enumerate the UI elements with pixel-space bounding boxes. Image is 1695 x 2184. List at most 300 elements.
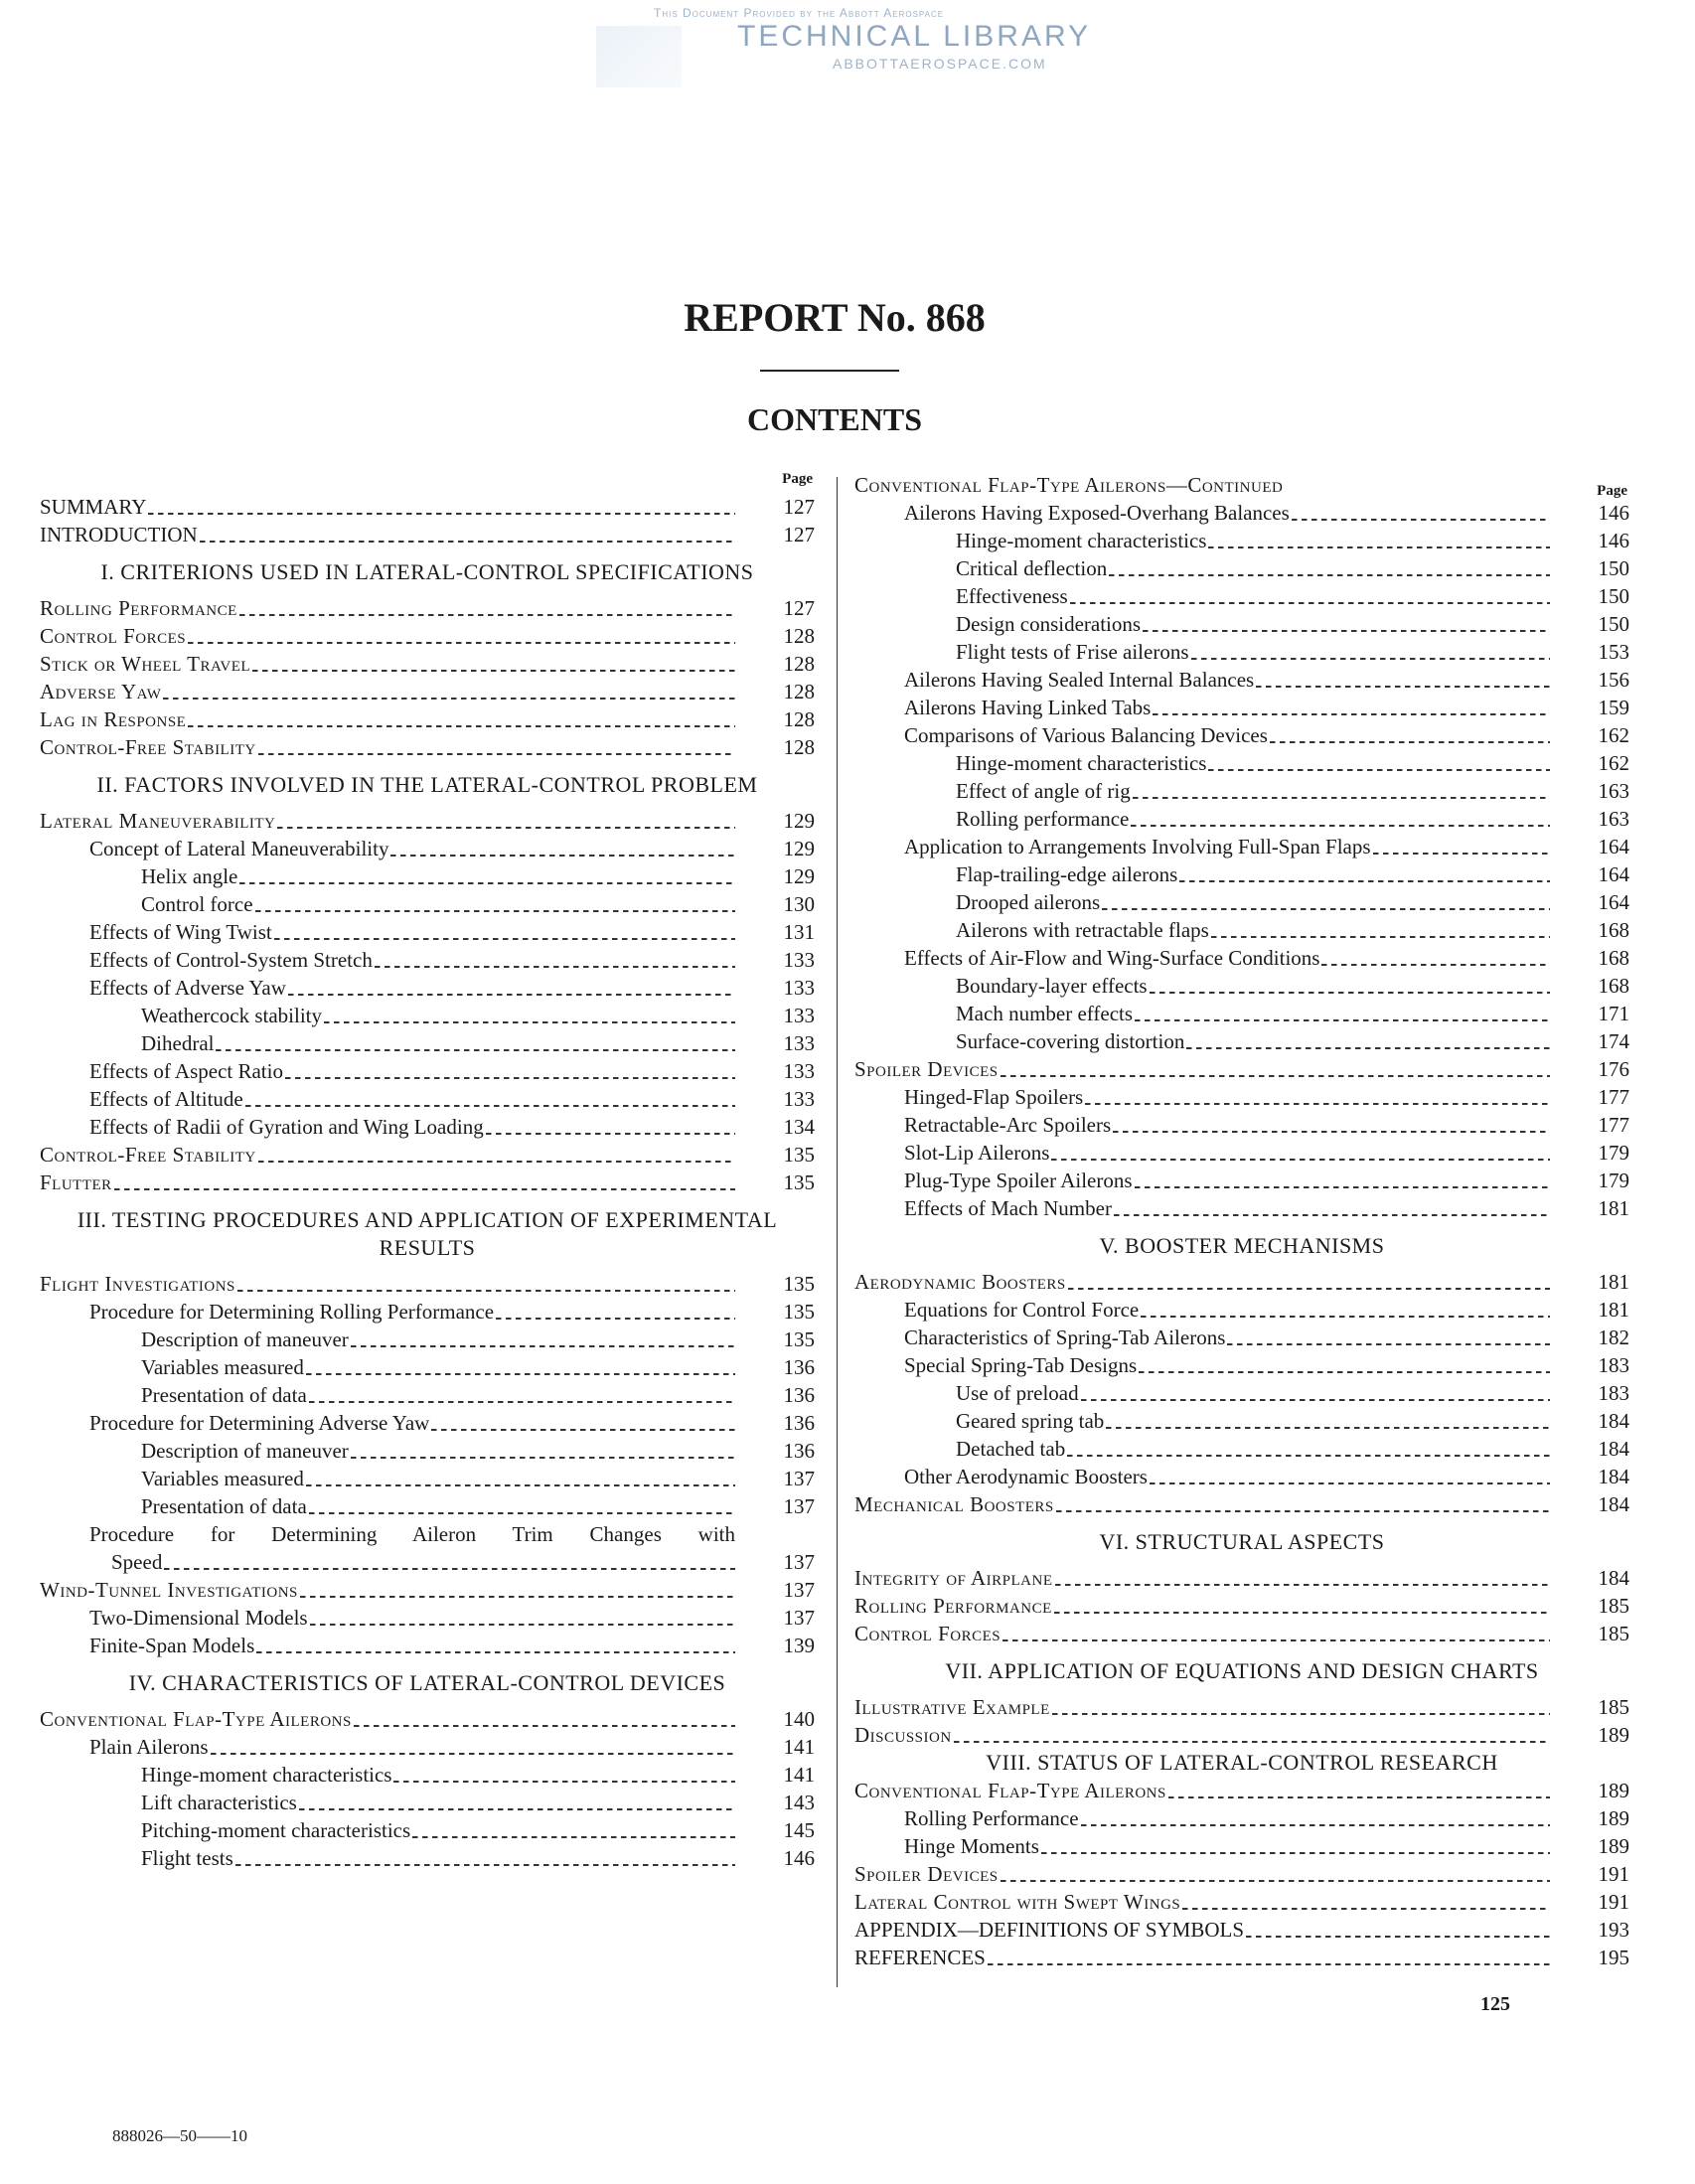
dot-leader	[309, 1492, 735, 1520]
dot-leader	[1270, 721, 1550, 749]
toc-entry-title: Flap-trailing-edge ailerons	[956, 862, 1178, 886]
dot-leader	[954, 1721, 1550, 1749]
dot-leader	[412, 1816, 735, 1844]
toc-entry	[854, 972, 1629, 1000]
dot-leader	[188, 622, 735, 650]
toc-entry-page: 168	[1598, 974, 1629, 998]
dot-leader	[245, 1085, 735, 1113]
toc-entry	[854, 638, 1629, 666]
toc-entry	[40, 1353, 815, 1381]
toc-entry-wrapped	[40, 1520, 815, 1576]
toc-entry	[854, 1777, 1629, 1804]
page-column-header: Page	[1597, 483, 1627, 499]
toc-entry-title: Hinge-moment characteristics	[141, 1763, 392, 1787]
dot-leader	[299, 1789, 735, 1816]
toc-entry-title: Equations for Control Force	[904, 1298, 1140, 1322]
toc-entry-title: Boundary-layer effects	[956, 974, 1148, 998]
toc-entry-title: Hinge-moment characteristics	[956, 751, 1207, 775]
dot-leader	[1070, 582, 1550, 610]
toc-entry-page: 183	[1598, 1353, 1629, 1377]
toc-entry-page: 162	[1598, 723, 1629, 747]
toc-entry	[854, 499, 1629, 527]
toc-entry-page: 182	[1598, 1326, 1629, 1349]
section-heading: IV. CHARACTERISTICS OF LATERAL-CONTROL DEVICES	[128, 1670, 726, 1695]
dot-leader	[256, 1632, 735, 1659]
toc-entry-title: Stick or Wheel Travel	[40, 652, 251, 676]
toc-entry-title: Finite-Span Models	[89, 1634, 255, 1657]
toc-entry	[40, 1409, 815, 1437]
toc-entry-title: Adverse Yaw	[40, 680, 162, 703]
toc-entry-page: 136	[783, 1355, 815, 1379]
dot-leader	[1051, 1139, 1550, 1167]
toc-entry	[854, 1055, 1629, 1083]
toc-entry	[40, 946, 815, 974]
toc-entry-page: 150	[1598, 556, 1629, 580]
dot-leader	[1139, 1351, 1550, 1379]
toc-entry	[854, 1296, 1629, 1324]
dot-leader	[1141, 1296, 1550, 1324]
toc-entry-page: 135	[783, 1272, 815, 1296]
toc-entry-page: 174	[1598, 1029, 1629, 1053]
toc-entry	[854, 1592, 1629, 1620]
toc-entry-page: 189	[1598, 1779, 1629, 1802]
toc-entry	[40, 1298, 815, 1326]
toc-entry	[854, 1832, 1629, 1860]
dot-leader	[1292, 499, 1550, 527]
toc-entry-title: Effects of Wing Twist	[89, 920, 272, 944]
toc-entry-title: Procedure for Determining Aileron Trim Changes with	[89, 1522, 735, 1546]
toc-entry-page: 146	[1598, 529, 1629, 552]
dot-leader	[1081, 1379, 1550, 1407]
toc-entry-title: Design considerations	[956, 612, 1142, 636]
toc-entry-page: 135	[783, 1327, 815, 1351]
toc-entry	[40, 521, 815, 548]
toc-entry-page: 185	[1598, 1594, 1629, 1618]
toc-entry	[40, 1604, 815, 1632]
toc-entry	[854, 777, 1629, 805]
dot-leader	[1106, 1407, 1550, 1435]
dot-leader	[1182, 1888, 1550, 1916]
contents-left-column	[40, 471, 815, 1872]
dot-leader	[431, 1409, 735, 1437]
toc-entry	[40, 1381, 815, 1409]
toc-entry-title: Wind-Tunnel Investigations	[40, 1578, 298, 1602]
toc-entry-page: 137	[783, 1578, 815, 1602]
toc-entry-page: 133	[783, 976, 815, 1000]
toc-entry-page: 133	[783, 1031, 815, 1055]
toc-entry-title: Ailerons Having Exposed-Overhang Balances	[904, 501, 1290, 525]
toc-entry-page: 136	[783, 1383, 815, 1407]
toc-entry-title: Integrity of Airplane	[854, 1566, 1053, 1590]
toc-entry-page: 129	[783, 864, 815, 888]
toc-entry	[40, 1326, 815, 1353]
toc-entry-title: Use of preload	[956, 1381, 1079, 1405]
toc-entry-page: 189	[1598, 1723, 1629, 1747]
dot-leader	[288, 974, 735, 1002]
toc-entry-title: Two-Dimensional Models	[89, 1606, 308, 1630]
toc-entry	[40, 1816, 815, 1844]
toc-entry-title: APPENDIX—DEFINITIONS OF SYMBOLS	[854, 1918, 1245, 1942]
dot-leader	[1002, 1620, 1550, 1647]
toc-entry-page: 181	[1598, 1270, 1629, 1294]
toc-entry-title: Lag in Response	[40, 707, 187, 731]
toc-entry-title: Lateral Maneuverability	[40, 809, 276, 833]
dot-leader	[1211, 916, 1550, 944]
toc-entry-page: 168	[1598, 946, 1629, 970]
toc-entry-title: Rolling Performance	[904, 1806, 1079, 1830]
toc-entry-title: Weathercock stability	[141, 1004, 322, 1027]
toc-entry-page: 137	[783, 1606, 815, 1630]
dot-leader	[393, 1761, 735, 1789]
toc-entry-page: 177	[1598, 1113, 1629, 1137]
toc-entry-title: Special Spring-Tab Designs	[904, 1353, 1138, 1377]
dot-leader	[306, 1353, 735, 1381]
toc-entry-title: Geared spring tab	[956, 1409, 1105, 1433]
section-heading: VI. STRUCTURAL ASPECTS	[1099, 1529, 1385, 1554]
toc-entry-page: 189	[1598, 1806, 1629, 1830]
toc-entry-page: 162	[1598, 751, 1629, 775]
toc-entry-page: 184	[1598, 1492, 1629, 1516]
dot-leader	[200, 521, 735, 548]
toc-entry-page: 191	[1598, 1890, 1629, 1914]
toc-entry	[854, 888, 1629, 916]
toc-entry-title: INTRODUCTION	[40, 523, 198, 546]
dot-leader	[1001, 1055, 1550, 1083]
contents-heading: CONTENTS	[746, 401, 923, 437]
toc-entry-title: Dihedral	[141, 1031, 215, 1055]
toc-entry	[854, 1268, 1629, 1296]
toc-entry-page: 135	[783, 1170, 815, 1194]
dot-leader	[1186, 1027, 1550, 1055]
toc-entry	[40, 1844, 815, 1872]
toc-entry-page: 163	[1598, 807, 1629, 831]
dot-leader	[274, 918, 735, 946]
toc-entry-title: Effectiveness	[956, 584, 1068, 608]
toc-entry-title: Presentation of data	[141, 1383, 307, 1407]
toc-entry-title: Mach number effects	[956, 1002, 1134, 1025]
dot-leader	[1135, 1167, 1550, 1194]
toc-entry-page: 184	[1598, 1409, 1629, 1433]
toc-entry-title: Rolling Performance	[40, 596, 237, 620]
toc-entry	[40, 705, 815, 733]
toc-entry	[854, 1463, 1629, 1490]
toc-entry	[40, 1632, 815, 1659]
toc-entry-title: Effect of angle of rig	[956, 779, 1131, 803]
toc-entry-title: Helix angle	[141, 864, 238, 888]
toc-entry-title: Mechanical Boosters	[854, 1492, 1054, 1516]
section-heading: VII. APPLICATION OF EQUATIONS AND DESIGN CHARTS	[945, 1658, 1539, 1683]
toc-entry	[40, 1029, 815, 1057]
toc-entry-title: Detached tab	[956, 1437, 1066, 1461]
dot-leader	[1114, 1194, 1550, 1222]
toc-entry	[40, 1437, 815, 1465]
toc-entry-title: Aerodynamic Boosters	[854, 1270, 1066, 1294]
toc-entry-title: Control-Free Stability	[40, 735, 256, 759]
dot-leader	[486, 1113, 735, 1141]
toc-entry	[854, 805, 1629, 833]
toc-entry-title: Effects of Control-System Stretch	[89, 948, 373, 972]
toc-entry	[40, 862, 815, 890]
toc-entry-title: Procedure for Determining Adverse Yaw	[89, 1411, 430, 1435]
toc-entry	[854, 721, 1629, 749]
toc-entry-page: 181	[1598, 1298, 1629, 1322]
toc-entry-page: 184	[1598, 1566, 1629, 1590]
dot-leader	[148, 493, 735, 521]
dot-leader	[114, 1169, 735, 1196]
toc-entry-title: Effects of Air-Flow and Wing-Surface Conditions	[904, 946, 1320, 970]
dot-leader	[390, 835, 735, 862]
dot-leader	[1085, 1083, 1550, 1111]
toc-entry-title: Presentation of data	[141, 1494, 307, 1518]
toc-entry	[40, 835, 815, 862]
toc-entry	[40, 1057, 815, 1085]
contents-right-column	[854, 471, 1629, 1971]
toc-entry-page: 185	[1598, 1622, 1629, 1645]
toc-entry-page: 164	[1598, 835, 1629, 858]
toc-entry-title: Hinge-moment characteristics	[956, 529, 1207, 552]
toc-entry	[854, 1324, 1629, 1351]
dot-leader	[163, 678, 735, 705]
toc-entry-page: 141	[783, 1735, 815, 1759]
dot-leader	[310, 1604, 735, 1632]
dot-leader	[1056, 1490, 1550, 1518]
dot-leader	[255, 890, 735, 918]
toc-entry	[40, 1548, 815, 1576]
toc-entry-page: 183	[1598, 1381, 1629, 1405]
toc-entry	[854, 1139, 1629, 1167]
toc-entry-page: 164	[1598, 890, 1629, 914]
toc-entry	[854, 1435, 1629, 1463]
toc-entry-title: Rolling performance	[956, 807, 1130, 831]
toc-entry-page: 133	[783, 948, 815, 972]
toc-entry-title: Control Forces	[40, 624, 187, 648]
toc-entry-title: Retractable-Arc Spoilers	[904, 1113, 1112, 1137]
toc-entry-page: 156	[1598, 668, 1629, 692]
toc-entry	[40, 1465, 815, 1492]
toc-entry-title: Variables measured	[141, 1355, 304, 1379]
toc-entry	[40, 1085, 815, 1113]
toc-entry-page: 127	[783, 523, 815, 546]
toc-entry-page: 133	[783, 1059, 815, 1083]
dot-leader	[1109, 554, 1550, 582]
section-heading: I. CRITERIONS USED IN LATERAL-CONTROL SPECIFICATIONS	[100, 559, 754, 584]
toc-entry	[854, 1490, 1629, 1518]
toc-entry-title: Speed	[111, 1550, 163, 1574]
dot-leader	[285, 1057, 735, 1085]
toc-entry-title: Plain Ailerons	[89, 1735, 209, 1759]
toc-entry-title: Hinged-Flap Spoilers	[904, 1085, 1084, 1109]
dot-leader	[1135, 1000, 1550, 1027]
toc-entry	[854, 1860, 1629, 1888]
dot-leader	[1055, 1564, 1551, 1592]
toc-entry	[854, 1944, 1629, 1971]
dot-leader	[1102, 888, 1550, 916]
dot-leader	[1168, 1777, 1550, 1804]
toc-entry	[854, 944, 1629, 972]
toc-entry	[40, 493, 815, 521]
toc-entry-title: Control Forces	[854, 1622, 1002, 1645]
dot-leader	[1208, 527, 1550, 554]
toc-entry-title: Drooped ailerons	[956, 890, 1101, 914]
section-heading: VIII. STATUS OF LATERAL-CONTROL RESEARCH	[986, 1750, 1498, 1775]
toc-entry-title: Procedure for Determining Rolling Performance	[89, 1300, 495, 1324]
toc-entry-page: 128	[783, 652, 815, 676]
toc-entry-page: 153	[1598, 640, 1629, 664]
toc-entry	[854, 1167, 1629, 1194]
dot-leader	[1143, 610, 1550, 638]
toc-entry-title: Spoiler Devices	[854, 1057, 999, 1081]
toc-entry-page: 140	[783, 1707, 815, 1731]
toc-entry-title: Other Aerodynamic Boosters	[904, 1465, 1148, 1488]
toc-entry	[854, 1564, 1629, 1592]
toc-entry-page: 193	[1598, 1918, 1629, 1942]
toc-entry	[40, 1576, 815, 1604]
toc-entry-page: 133	[783, 1087, 815, 1111]
toc-entry-title: Effects of Aspect Ratio	[89, 1059, 283, 1083]
toc-entry-page: 130	[783, 892, 815, 916]
dot-leader	[306, 1465, 735, 1492]
toc-entry-page: 143	[783, 1791, 815, 1814]
toc-entry	[854, 1693, 1629, 1721]
toc-entry	[40, 622, 815, 650]
toc-entry	[854, 1194, 1629, 1222]
dot-leader	[1133, 777, 1550, 805]
toc-entry	[40, 807, 815, 835]
page-number: 125	[1480, 1993, 1510, 2015]
toc-entry	[40, 918, 815, 946]
toc-entry	[40, 1169, 815, 1196]
toc-entry-title: SUMMARY	[40, 495, 147, 519]
toc-entry-page: 146	[783, 1846, 815, 1870]
toc-entry-page: 128	[783, 707, 815, 731]
dot-leader	[1067, 1435, 1550, 1463]
dot-leader	[1191, 638, 1551, 666]
toc-entry	[854, 1804, 1629, 1832]
toc-entry	[854, 1379, 1629, 1407]
toc-entry-title: Ailerons with retractable flaps	[956, 918, 1209, 942]
toc-entry-title: Description of maneuver	[141, 1327, 349, 1351]
toc-entry-page: 131	[783, 920, 815, 944]
dot-leader	[300, 1576, 735, 1604]
dot-leader	[1208, 749, 1550, 777]
toc-entry-page: 163	[1598, 779, 1629, 803]
dot-leader	[1246, 1916, 1550, 1944]
toc-entry-title: Control force	[141, 892, 253, 916]
toc-entry-title: Flight tests	[141, 1846, 233, 1870]
toc-entry-page: 129	[783, 837, 815, 860]
toc-entry-title: Illustrative Example	[854, 1695, 1050, 1719]
dot-leader	[237, 1270, 735, 1298]
toc-entry-title: Rolling Performance	[854, 1594, 1052, 1618]
dot-leader	[235, 1844, 735, 1872]
toc-entry-title: Hinge Moments	[904, 1834, 1039, 1858]
toc-entry-title: Effects of Altitude	[89, 1087, 243, 1111]
toc-entry-page: 128	[783, 735, 815, 759]
toc-entry-title: Control-Free Stability	[40, 1143, 256, 1167]
dot-leader	[1179, 860, 1550, 888]
toc-entry-page: 137	[783, 1494, 815, 1518]
dot-leader	[258, 733, 735, 761]
dot-leader	[1256, 666, 1550, 694]
dot-leader	[1227, 1324, 1550, 1351]
toc-entry-title: Spoiler Devices	[854, 1862, 999, 1886]
toc-entry-page: 184	[1598, 1437, 1629, 1461]
toc-entry-page: 127	[783, 495, 815, 519]
dot-leader	[309, 1381, 735, 1409]
dot-leader	[1150, 972, 1550, 1000]
toc-entry-title: Concept of Lateral Maneuverability	[89, 837, 389, 860]
toc-entry	[854, 1000, 1629, 1027]
toc-entry	[854, 666, 1629, 694]
dot-leader	[1001, 1860, 1550, 1888]
dot-leader	[1131, 805, 1550, 833]
dot-leader	[1054, 1592, 1550, 1620]
toc-entry-title: Application to Arrangements Involving Full-Span Flaps	[904, 835, 1371, 858]
toc-entry-title: Effects of Radii of Gyration and Wing Loading	[89, 1115, 484, 1139]
footer-code: 888026—50——10	[112, 2126, 247, 2145]
toc-entry	[854, 1027, 1629, 1055]
toc-entry-page: 137	[783, 1467, 815, 1490]
toc-entry-title: Flutter	[40, 1170, 112, 1194]
toc-entry	[40, 1761, 815, 1789]
toc-entry	[40, 1113, 815, 1141]
toc-entry-title: Variables measured	[141, 1467, 304, 1490]
toc-entry	[854, 527, 1629, 554]
toc-entry	[854, 610, 1629, 638]
toc-entry	[40, 650, 815, 678]
toc-entry-title: Description of maneuver	[141, 1439, 349, 1463]
toc-entry	[40, 733, 815, 761]
dot-leader	[1068, 1268, 1550, 1296]
toc-entry-title: Lateral Control with Swept Wings	[854, 1890, 1181, 1914]
toc-entry	[40, 1141, 815, 1169]
toc-entry	[854, 749, 1629, 777]
toc-entry	[854, 1351, 1629, 1379]
toc-entry-page: 136	[783, 1411, 815, 1435]
toc-entry	[854, 1888, 1629, 1916]
dot-leader	[988, 1944, 1550, 1971]
dot-leader	[211, 1733, 735, 1761]
toc-entry-page: 185	[1598, 1695, 1629, 1719]
toc-entry-page: 133	[783, 1004, 815, 1027]
section-heading: II. FACTORS INVOLVED IN THE LATERAL-CONTROL PROBLEM	[96, 772, 758, 797]
toc-entry-page: 135	[783, 1143, 815, 1167]
dot-leader	[258, 1141, 735, 1169]
continued-heading: Conventional Flap-Type Ailerons—Continued	[854, 473, 1284, 497]
toc-entry-page: 189	[1598, 1834, 1629, 1858]
toc-entry-page: 181	[1598, 1196, 1629, 1220]
column-divider	[837, 477, 838, 1987]
toc-entry-page: 128	[783, 680, 815, 703]
toc-entry-title: Characteristics of Spring-Tab Ailerons	[904, 1326, 1226, 1349]
toc-entry-page: 177	[1598, 1085, 1629, 1109]
toc-entry	[854, 916, 1629, 944]
section-heading: V. BOOSTER MECHANISMS	[1099, 1233, 1385, 1258]
toc-entry-title: Ailerons Having Sealed Internal Balances	[904, 668, 1255, 692]
toc-entry-page: 150	[1598, 584, 1629, 608]
toc-entry-page: 145	[783, 1818, 815, 1842]
report-title: REPORT No. 868	[684, 295, 986, 340]
toc-entry-title: Lift characteristics	[141, 1791, 297, 1814]
dot-leader	[324, 1002, 735, 1029]
toc-entry-page: 176	[1598, 1057, 1629, 1081]
toc-entry	[40, 1492, 815, 1520]
toc-entry	[854, 1083, 1629, 1111]
toc-entry-title: Effects of Adverse Yaw	[89, 976, 286, 1000]
toc-entry	[854, 1407, 1629, 1435]
toc-entry-page: 164	[1598, 862, 1629, 886]
toc-entry	[40, 974, 815, 1002]
